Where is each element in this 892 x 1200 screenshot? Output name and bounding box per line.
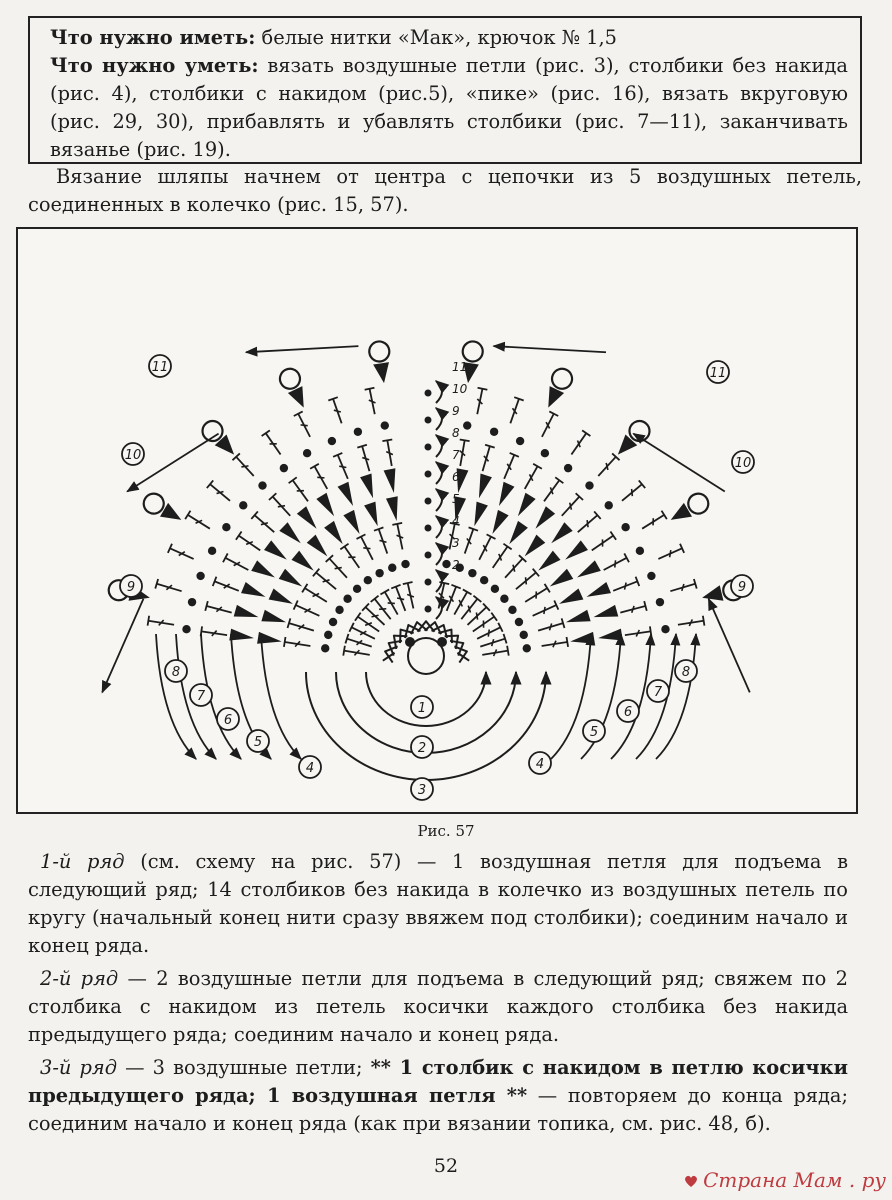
double-crochet-stitch	[223, 553, 251, 574]
row-number-badge	[299, 756, 321, 778]
row-start-arrow	[436, 489, 442, 511]
double-crochet-stitch	[333, 453, 352, 481]
double-crochet-stitch	[289, 477, 312, 504]
center-row-label: 9	[452, 404, 460, 418]
chain-stitch	[661, 625, 669, 633]
chain-stitch	[222, 523, 230, 531]
double-crochet-stitch	[619, 480, 645, 504]
double-crochet-stitch	[205, 601, 233, 617]
row-number-badge	[583, 720, 605, 742]
picot-fan-stitch	[360, 474, 379, 501]
chain-stitch	[343, 595, 351, 603]
row-2-text: — 2 воздушные петли для подъема в следующий ряд; свяжем по 2 столбика с накидом из петель косички каждого столбика без накида предыдущего ряда; соединим начало и конец ряда.	[28, 967, 848, 1046]
double-crochet-stitch	[478, 445, 495, 473]
row-direction-arrow	[102, 599, 143, 693]
center-row-label: 4	[452, 514, 460, 528]
double-crochet-stitch	[677, 616, 704, 630]
row-3-label: 3-й ряд	[40, 1056, 118, 1079]
double-crochet-stitch	[294, 601, 322, 621]
double-crochet-stitch	[595, 453, 620, 479]
picot-fan-stitch	[279, 522, 305, 547]
requirements-have	[50, 24, 848, 52]
double-crochet-stitch	[357, 445, 374, 473]
center-row-label: 8	[452, 426, 460, 440]
row-3-instruction	[28, 1054, 848, 1138]
requirements-box	[28, 16, 862, 164]
row-number-label: 10	[734, 456, 752, 471]
double-crochet-stitch	[475, 534, 496, 562]
double-crochet-stitch	[392, 523, 407, 550]
skill-text: вязать воздушные петли (рис. 3), столбики без накида (рис. 4), столбики с накидом (рис.5), «пике» (рис. 16), вязать вкруговую (рис. 29, 30), прибавлять и убавлять столбики (рис. 7—11), заканчивать вязанье (рис. 19).	[50, 54, 848, 161]
chain-stitch	[468, 569, 476, 577]
double-crochet-stitch	[343, 646, 370, 660]
double-crochet-stitch	[575, 511, 601, 536]
slip-stitch	[425, 471, 432, 478]
row-start-arrow	[436, 435, 442, 457]
double-crochet-stitch	[513, 569, 539, 593]
picot-fan-stitch	[513, 493, 536, 520]
chain-stitch	[280, 464, 288, 472]
row-number-label: 4	[535, 757, 545, 772]
row-direction-arrow	[246, 346, 358, 352]
picot-fan-stitch	[269, 589, 296, 610]
picot-fan-stitch	[534, 551, 560, 576]
picot-loop-stitch	[368, 340, 394, 384]
have-text: белые нитки «Мак», крючок № 1,5	[261, 26, 617, 49]
chain-stitch	[541, 449, 549, 457]
chain-stitch	[324, 631, 332, 639]
double-crochet-stitch	[619, 601, 647, 617]
crochet-chart	[18, 229, 856, 812]
row-number-badge	[247, 730, 269, 752]
double-crochet-stitch	[357, 534, 378, 562]
row-1-label: 1-й ряд	[40, 850, 125, 873]
double-crochet-stitch	[520, 464, 541, 492]
row-number-label: 9	[737, 580, 747, 595]
row-start-arrow	[436, 381, 442, 403]
chain-stitch	[508, 606, 516, 614]
picot-fan-stitch	[292, 551, 318, 576]
row-start-arrow	[436, 462, 442, 484]
picot-fan-stitch	[562, 540, 588, 564]
picot-fan-stitch	[547, 522, 573, 547]
double-crochet-stitch	[624, 626, 651, 640]
picot-fan-stitch	[324, 521, 348, 548]
picot-fan-stitch	[494, 482, 515, 509]
double-crochet-stitch	[371, 596, 395, 623]
picot-fan-stitch	[241, 582, 268, 602]
chain-stitch	[605, 501, 613, 509]
double-crochet-stitch	[251, 511, 277, 536]
double-crochet-stitch	[611, 577, 639, 596]
chain-stitch	[523, 644, 531, 652]
chain-stitch	[258, 481, 266, 489]
double-crochet-stitch	[537, 411, 558, 439]
row-number-badge	[617, 700, 639, 722]
page-number: 52	[433, 1155, 459, 1177]
chain-stitch	[647, 572, 655, 580]
picot-fan-stitch	[531, 506, 555, 532]
double-crochet-stitch	[168, 544, 196, 564]
slip-stitch	[425, 498, 432, 505]
row-direction-arc	[551, 634, 591, 759]
double-crochet-stitch	[269, 493, 294, 519]
slip-stitch	[425, 417, 432, 424]
picot-fan-stitch	[229, 629, 255, 644]
slip-stitch	[425, 606, 432, 613]
double-crochet-stitch	[201, 626, 228, 640]
row-number-badge	[411, 696, 433, 718]
picot-fan-stitch	[343, 510, 365, 537]
slip-stitch	[425, 525, 432, 532]
chain-stitch	[335, 606, 343, 614]
row-number-label: 7	[653, 685, 663, 700]
double-crochet-stitch	[213, 577, 241, 596]
double-crochet-stitch	[589, 532, 616, 555]
chain-stitch	[303, 449, 311, 457]
slip-stitch	[425, 390, 432, 397]
chain-stitch	[585, 481, 593, 489]
double-crochet-stitch	[656, 544, 684, 564]
center-row-label: 7	[452, 448, 460, 462]
chain-stitch	[208, 547, 216, 555]
row-number-label: 10	[124, 448, 142, 463]
double-crochet-stitch	[501, 555, 526, 581]
row-number-label: 8	[171, 665, 181, 680]
picot-loop-stitch	[277, 365, 313, 412]
picot-fan-stitch	[504, 521, 528, 548]
chain-stitch	[329, 618, 337, 626]
row-start-arrow	[436, 516, 442, 538]
row-instructions	[28, 848, 848, 1143]
row-number-badge	[190, 684, 212, 706]
double-crochet-stitch	[310, 464, 331, 492]
chain-stitch	[364, 576, 372, 584]
double-crochet-stitch	[326, 555, 351, 581]
row-start-arrow	[436, 570, 442, 592]
picot-fan-stitch	[279, 569, 306, 592]
row-3-text-a: — 3 воздушные петли;	[117, 1056, 371, 1079]
double-crochet-stitch	[374, 527, 392, 555]
row-number-label: 1	[417, 701, 427, 716]
chain-stitch	[621, 523, 629, 531]
double-crochet-stitch	[232, 453, 257, 479]
picot-fan-stitch	[251, 560, 278, 582]
heart-logo-icon	[683, 1173, 699, 1189]
center-row-label: 2	[452, 558, 460, 572]
picot-fan-stitch	[564, 610, 590, 628]
row-number-badge	[122, 443, 144, 465]
double-crochet-stitch	[403, 582, 418, 610]
picot-loop-stitch	[666, 490, 712, 529]
double-crochet-stitch	[523, 584, 550, 606]
center-row-label: 6	[452, 470, 460, 484]
row-number-label: 5	[589, 725, 599, 740]
picot-fan-stitch	[487, 510, 509, 537]
double-crochet-stitch	[284, 637, 311, 651]
picot-loop-stitch	[140, 490, 186, 529]
row-number-label: 6	[223, 713, 233, 728]
have-label: Что нужно иметь:	[50, 26, 256, 49]
picot-loop-stitch	[198, 417, 241, 461]
double-crochet-stitch	[382, 439, 396, 466]
chain-stitch	[321, 644, 329, 652]
row-1-text: (см. схему на рис. 57) — 1 воздушная петля для подъема в следующий ряд; 14 столбиков без накида в колечко из воздушных петель по кругу (начальный конец нити сразу ввяжем под столбики); соединим начало и конец ряда.	[28, 850, 848, 957]
double-crochet-stitch	[481, 646, 508, 660]
picot-fan-stitch	[316, 493, 339, 520]
chain-stitch	[520, 631, 528, 639]
double-crochet-stitch	[601, 553, 629, 574]
row-number-badge	[675, 660, 697, 682]
chain-stitch	[656, 598, 664, 606]
double-crochet-stitch	[288, 618, 316, 635]
row-direction-arrow	[494, 346, 606, 352]
row-number-badge	[120, 575, 142, 597]
double-crochet-stitch	[155, 579, 183, 596]
center-row-label: 11	[452, 360, 468, 374]
watermark-text: Страна Мам . ру	[703, 1168, 886, 1192]
figure-caption: Рис. 57	[417, 822, 475, 840]
chain-stitch	[354, 428, 362, 436]
chain-stitch	[480, 576, 488, 584]
picot-fan-stitch	[386, 496, 403, 522]
double-crochet-stitch	[262, 430, 285, 457]
double-crochet-stitch	[148, 616, 175, 630]
double-crochet-stitch	[558, 493, 583, 519]
slip-stitch	[425, 444, 432, 451]
chain-stitch	[516, 437, 524, 445]
double-crochet-stitch	[365, 388, 380, 415]
chain-stitch	[239, 501, 247, 509]
chain-stitch	[491, 585, 499, 593]
double-crochet-stitch	[506, 397, 524, 425]
row-number-badge	[149, 355, 171, 377]
row-number-badge	[647, 680, 669, 702]
double-crochet-stitch	[460, 527, 478, 555]
row-number-label: 11	[709, 366, 727, 381]
chain-stitch	[490, 428, 498, 436]
row-start-arrow	[436, 543, 442, 565]
slip-stitch	[425, 579, 432, 586]
picot-fan-stitch	[307, 535, 332, 561]
double-crochet-stitch	[185, 511, 212, 533]
stitch-rings	[107, 340, 746, 674]
picot-fan-stitch	[557, 589, 584, 610]
row-3-bold: ** 1 столбик с накидом в петлю косички предыдущего ряда; 1 воздушная петля **	[28, 1056, 849, 1107]
row-number-badge	[411, 778, 433, 800]
row-direction-arc	[611, 634, 651, 759]
chain-stitch	[463, 421, 471, 429]
double-crochet-stitch	[639, 511, 666, 533]
double-crochet-stitch	[537, 618, 565, 635]
double-crochet-stitch	[294, 411, 315, 439]
skill-label: Что нужно уметь:	[50, 54, 259, 77]
row-number-label: 6	[623, 705, 633, 720]
double-crochet-stitch	[489, 544, 512, 571]
picot-fan-stitch	[384, 468, 400, 494]
row-number-badge	[411, 736, 433, 758]
center-row-label: 5	[452, 492, 460, 506]
double-crochet-stitch	[540, 477, 563, 504]
picot-loop-stitch	[539, 365, 575, 412]
row-direction-arrow	[709, 599, 750, 693]
double-crochet-stitch	[541, 637, 568, 651]
double-crochet-stitch	[669, 579, 697, 596]
chain-stitch	[500, 595, 508, 603]
row-number-badge	[529, 752, 551, 774]
picot-fan-stitch	[584, 582, 611, 602]
slip-stitch	[425, 552, 432, 559]
row-number-label: 7	[196, 689, 206, 704]
row-direction-arrow	[633, 434, 724, 492]
row-number-label: 2	[417, 741, 427, 756]
picot-fan-stitch	[297, 506, 321, 532]
picot-fan-stitch	[234, 605, 260, 623]
row-number-badge	[731, 575, 753, 597]
picot-fan-stitch	[574, 560, 601, 582]
picot-fan-stitch	[469, 502, 488, 529]
crochet-chart-figure	[16, 227, 858, 814]
double-crochet-stitch	[236, 532, 263, 555]
picot-fan-stitch	[520, 535, 545, 561]
double-crochet-stitch	[207, 480, 233, 504]
double-crochet-stitch	[500, 453, 519, 481]
double-crochet-stitch	[340, 544, 363, 571]
double-crochet-stitch	[567, 430, 590, 457]
double-crochet-stitch	[328, 397, 346, 425]
picot-fan-stitch	[592, 605, 618, 623]
row-number-badge	[707, 361, 729, 383]
row-start-arrow	[436, 408, 442, 430]
chain-stitch	[405, 637, 415, 647]
row-2-label: 2-й ряд	[40, 967, 119, 990]
chain-stitch	[401, 560, 409, 568]
chain-stitch	[182, 625, 190, 633]
picot-fan-stitch	[338, 482, 359, 509]
row-number-badge	[732, 451, 754, 473]
row-number-label: 9	[126, 580, 136, 595]
picot-fan-stitch	[547, 569, 574, 592]
row-3-text-b: — повторяем до конца ряда; соединим начало и конец ряда (как при вязании топика, см. рис. 48, б).	[28, 1084, 848, 1135]
chain-stitch	[515, 618, 523, 626]
row-number-label: 5	[253, 735, 263, 750]
row-number-label: 3	[417, 783, 427, 798]
row-number-label: 4	[305, 761, 315, 776]
intro-paragraph: Вязание шляпы начнем от центра с цепочки из 5 воздушных петель, соединенных в колечко (рис. 15, 57).	[28, 165, 862, 216]
picot-fan-stitch	[264, 540, 290, 564]
row-1-instruction	[28, 848, 848, 960]
picot-fan-stitch	[473, 474, 492, 501]
chain-stitch	[375, 569, 383, 577]
center-row-label: 3	[452, 536, 460, 550]
watermark-link[interactable]	[683, 1168, 886, 1192]
double-crochet-stitch	[313, 569, 339, 593]
chain-stitch	[437, 637, 447, 647]
double-crochet-stitch	[470, 613, 497, 636]
row-number-label: 11	[151, 360, 169, 375]
chain-stitch	[636, 547, 644, 555]
picot-loop-stitch	[610, 417, 653, 461]
double-crochet-stitch	[531, 601, 559, 621]
row-2-instruction	[28, 965, 848, 1049]
chain-stitch	[388, 564, 396, 572]
picot-fan-stitch	[261, 610, 287, 628]
chain-stitch	[381, 421, 389, 429]
picot-fan-stitch	[597, 629, 623, 644]
chain-stitch	[328, 437, 336, 445]
chain-stitch	[196, 572, 204, 580]
requirements-skill	[50, 52, 848, 164]
chain-stitch	[564, 464, 572, 472]
double-crochet-stitch	[472, 388, 487, 415]
row-number-badge	[165, 660, 187, 682]
double-crochet-stitch	[302, 584, 329, 606]
center-row-label: 10	[452, 382, 468, 396]
chain-stitch	[188, 598, 196, 606]
chain-stitch	[442, 560, 450, 568]
row-number-badge	[217, 708, 239, 730]
chain-stitch	[353, 585, 361, 593]
row-number-label: 8	[681, 665, 691, 680]
picot-fan-stitch	[364, 502, 383, 529]
